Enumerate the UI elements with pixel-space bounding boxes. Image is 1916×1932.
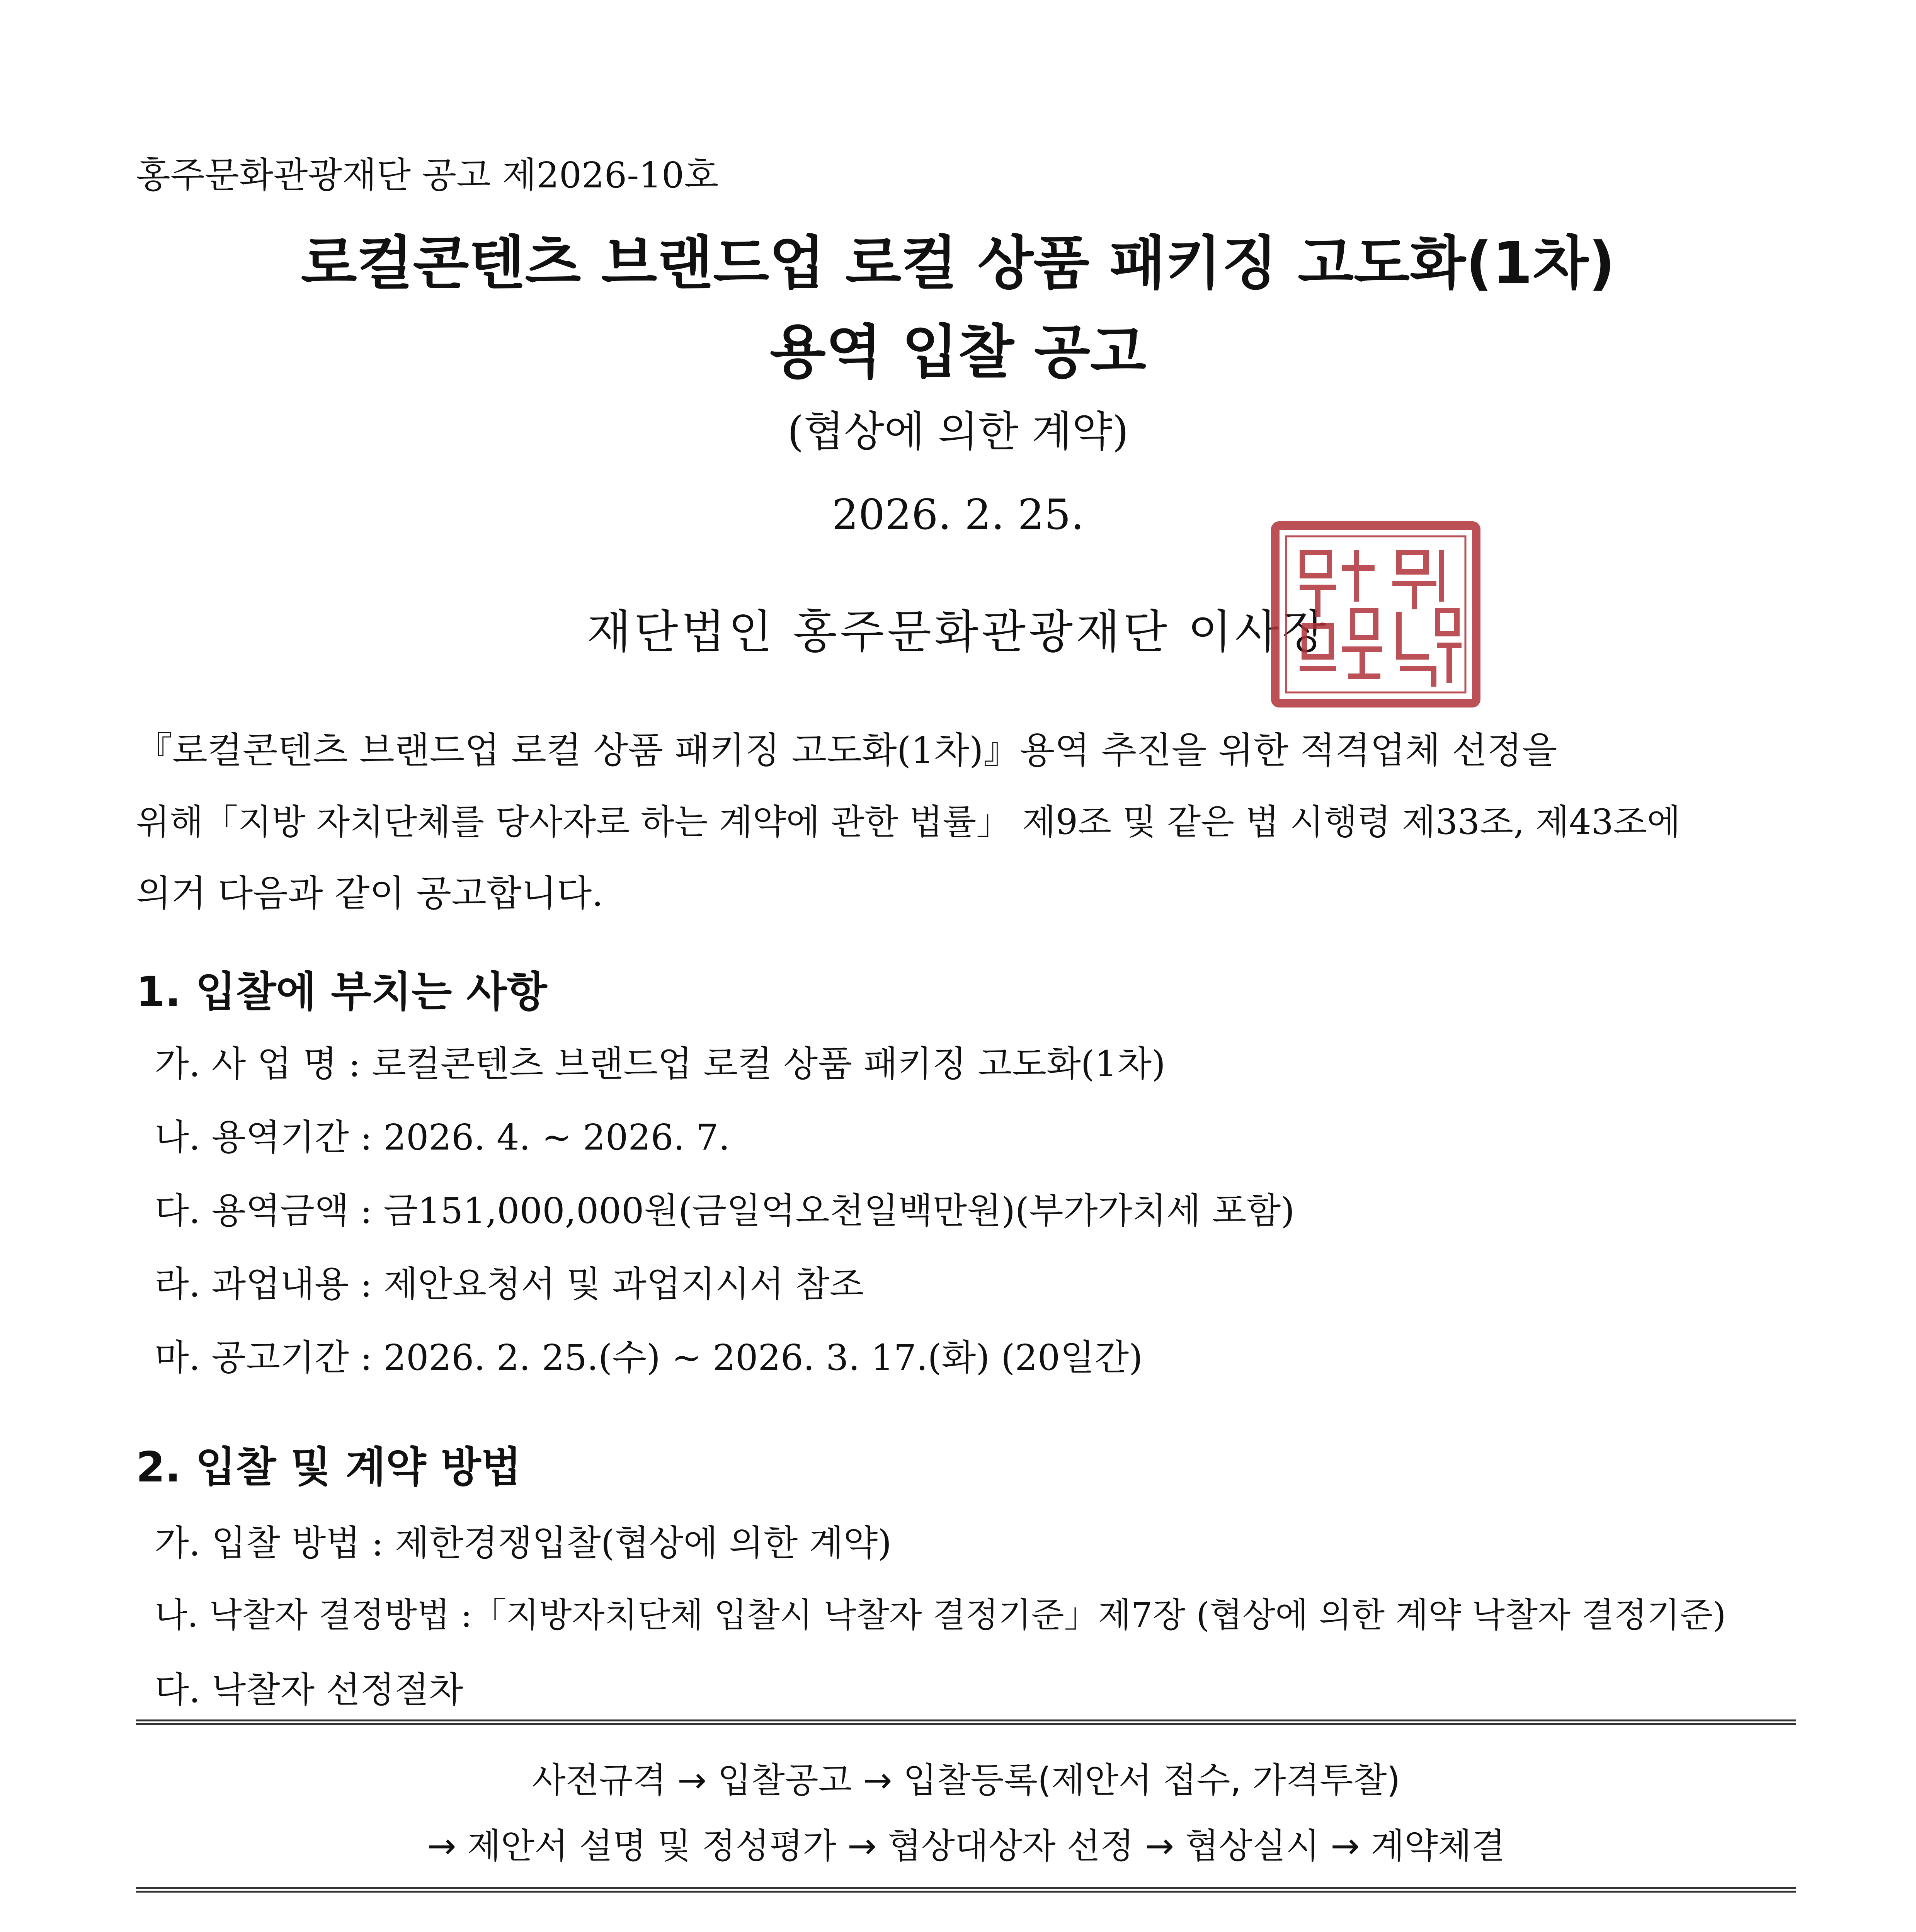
intro-line: 의거 다음과 같이 공고합니다. — [136, 872, 604, 915]
section-2-item: 가. 입찰 방법 : 제한경쟁입찰(협상에 의한 계약) — [155, 1522, 892, 1564]
section-1-heading: 1. 입찰에 부치는 사항 — [136, 968, 547, 1016]
document-title-line2: 용역 입찰 공고 — [770, 319, 1146, 386]
document-subtitle: (협상에 의한 계약) — [787, 408, 1129, 456]
official-seal-stamp — [1268, 518, 1484, 711]
notice-date: 2026. 2. 25. — [832, 491, 1084, 539]
section-1-item: 가. 사 업 명 : 로컬콘텐츠 브랜드업 로컬 상품 패키징 고도화(1차) — [155, 1043, 1166, 1085]
document-title-line1: 로컬콘텐츠 브랜드업 로컬 상품 패키징 고도화(1차) — [301, 230, 1615, 297]
process-line: → 제안서 설명 및 정성평가 → 협상대상자 선정 → 협상실시 → 계약체결 — [427, 1826, 1505, 1866]
intro-line: 『로컬콘텐츠 브랜드업 로컬 상품 패키징 고도화(1차)』용역 추진을 위한 적격업체 선정을 — [136, 730, 1557, 772]
intro-paragraph — [136, 715, 1798, 929]
selection-process-box — [136, 1719, 1796, 1893]
process-line: 사전규격 → 입찰공고 → 입찰등록(제안서 접수, 가격투찰) — [532, 1760, 1400, 1801]
notice-number: 홍주문화관광재단 공고 제2026-10호 — [136, 155, 719, 196]
intro-line: 위해「지방 자치단체를 당사자로 하는 계약에 관한 법률」 제9조 및 같은 법 시행령 제33조, 제43조에 — [136, 802, 1681, 842]
section-2-heading: 2. 입찰 및 계약 방법 — [136, 1443, 521, 1492]
section-1-item: 다. 용역금액 : 금151,000,000원(금일억오천일백만원)(부가가치세 포함) — [155, 1190, 1295, 1231]
section-1-item: 라. 과업내용 : 제안요청서 및 과업지시서 참조 — [155, 1264, 864, 1305]
section-1-item: 마. 공고기간 : 2026. 2. 25.(수) ~ 2026. 3. 17.(화) (20일간) — [155, 1337, 1143, 1378]
section-2-item: 다. 낙찰자 선정절차 — [155, 1669, 463, 1711]
section-1-item: 나. 용역기간 : 2026. 4. ~ 2026. 7. — [155, 1117, 730, 1158]
issuer-name: 재단법인 홍주문화관광재단 이사장 — [587, 605, 1329, 658]
section-2-item: 나. 낙찰자 결정방법 :「지방자치단체 입찰시 낙찰자 결정기준」제7장 (협상에 의한 계약 낙찰자 결정기준) — [155, 1595, 1726, 1635]
